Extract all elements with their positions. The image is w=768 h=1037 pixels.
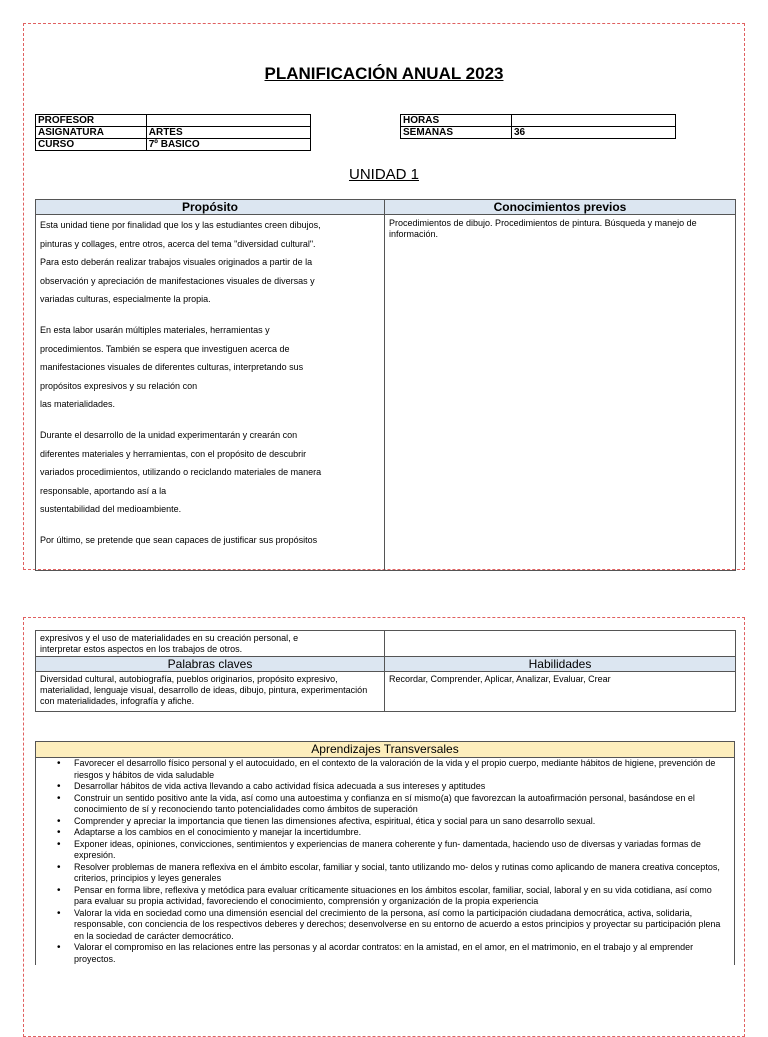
paragraph-gap bbox=[40, 309, 380, 321]
empty-cell bbox=[385, 631, 736, 657]
palabras-text: Diversidad cultural, autobiografía, pueblos originarios, propósito expresivo, materialidad, lenguaje visual, desarrollo de ideas, dibujo, pintura, experimentación con materialidades, infografía y afiche. bbox=[40, 674, 368, 706]
text-line: sustentabilidad del medioambiente. bbox=[40, 504, 182, 515]
text-line: manifestaciones visuales de diferentes culturas, interpretando sus bbox=[40, 362, 304, 373]
text-line: pinturas y collages, entre otros, acerca del tema "diversidad cultural". bbox=[40, 238, 316, 249]
info-label: ASIGNATURA bbox=[36, 127, 147, 139]
transversal-item: • Valorar el compromiso en las relaciones entre las personas y al acordar contratos: en la amistad, en el amor, en el matrimonio, en el trabajo y al emprender proyectos. bbox=[74, 942, 728, 965]
transversal-item: • Comprender y apreciar la importancia que tienen las dimensiones afectiva, espiritual, ética y social para un sano desarrollo sexual. bbox=[74, 816, 728, 828]
text-line: variadas culturas, especialmente la propia. bbox=[40, 294, 211, 305]
transversal-item: • Valorar la vida en sociedad como una dimensión esencial del crecimiento de la persona, así como la participación ciudadana democrática, activa, solidaria, responsable, con conciencia de los respectivos deberes y derechos; desenvolverse en su entorno de acuerdo a estos principios y proyectar su participación plena en la sociedad de carácter democrático. bbox=[74, 908, 728, 943]
text-line: variados procedimientos, utilizando o reciclando materiales de manera bbox=[40, 467, 322, 478]
habilidades-text: Recordar, Comprender, Aplicar, Analizar, Evaluar, Crear bbox=[389, 674, 611, 684]
teacher-info-table bbox=[35, 114, 311, 151]
info-label: PROFESOR bbox=[36, 115, 147, 127]
text-line: procedimientos. También se espera que investiguen acerca de bbox=[40, 343, 290, 354]
text-line: Durante el desarrollo de la unidad experimentarán y crearán con bbox=[40, 429, 298, 440]
text-line: Esta unidad tiene por finalidad que los y las estudiantes creen dibujos, bbox=[40, 220, 321, 230]
text-line: observación y apreciación de manifestaciones visuales de diversas y bbox=[40, 275, 315, 286]
info-row-semanas bbox=[401, 127, 676, 139]
info-label: SEMANAS bbox=[401, 127, 512, 139]
unit-table bbox=[35, 199, 736, 571]
text-line: responsable, aportando así a la bbox=[40, 485, 167, 496]
transversal-item: • Resolver problemas de manera reflexiva en el ámbito escolar, familiar y social, tanto utilizando mo- delos y rutinas como aplicando de manera creativa conceptos, criterios, principios y leyes generales bbox=[74, 862, 728, 885]
text-line: expresivos y el uso de materialidades en su creación personal, e bbox=[40, 633, 299, 643]
document-page-2 bbox=[23, 617, 745, 1037]
palabras-cell bbox=[36, 672, 385, 712]
info-label: HORAS bbox=[401, 115, 512, 127]
document-title: PLANIFICACIÓN ANUAL 2023 bbox=[264, 64, 504, 83]
text-line: En esta labor usarán múltiples materiales, herramientas y bbox=[40, 324, 270, 335]
info-row-profesor bbox=[36, 115, 311, 127]
transversales-list bbox=[36, 758, 734, 965]
proposito-text bbox=[37, 216, 383, 550]
proposito-continued-cell bbox=[36, 631, 385, 657]
schedule-info-table bbox=[400, 114, 676, 139]
transversal-item: • Construir un sentido positivo ante la vida, así como una autoestima y confianza en sí mismo(a) que favorezcan la autoafirmación personal, basándose en el conocimiento de sí y reconociendo tanto potencialidades como ámbitos de superación bbox=[74, 793, 728, 816]
info-row-curso bbox=[36, 139, 311, 151]
conocimientos-cell bbox=[385, 215, 736, 571]
palabras-header: Palabras claves bbox=[36, 657, 385, 672]
transversal-item: • Exponer ideas, opiniones, convicciones, sentimientos y experiencias de manera coherente y fun- damentada, haciendo uso de diversas y variadas formas de expresión. bbox=[74, 839, 728, 862]
paragraph-gap bbox=[40, 414, 380, 426]
info-value bbox=[146, 115, 310, 127]
info-value: 7º BASICO bbox=[146, 139, 310, 151]
conocimientos-header: Conocimientos previos bbox=[385, 200, 736, 215]
habilidades-cell bbox=[385, 672, 736, 712]
conocimientos-text: Procedimientos de dibujo. Procedimientos de pintura. Búsqueda y manejo de información. bbox=[389, 218, 697, 239]
text-line: Por último, se pretende que sean capaces de justificar sus propósitos bbox=[40, 534, 318, 545]
transversal-item: • Favorecer el desarrollo físico personal y el autocuidado, en el contexto de la valoración de la vida y el propio cuerpo, mediante hábitos de higiene, prevención de riesgos y hábitos de vida saludable bbox=[74, 758, 728, 781]
info-row-horas bbox=[401, 115, 676, 127]
transversales-header: Aprendizajes Transversales bbox=[36, 742, 734, 758]
transversal-item: • Adaptarse a los cambios en el conocimiento y manejar la incertidumbre. bbox=[74, 827, 728, 839]
info-label: CURSO bbox=[36, 139, 147, 151]
proposito-cell bbox=[36, 215, 385, 571]
transversal-item: • Pensar en forma libre, reflexiva y metódica para evaluar críticamente situaciones en los ámbitos escolar, familiar, social, laboral y en su vida cotidiana, así como para evaluar su propia actividad, favoreciendo el conocimiento, comprensión y organización de la propia experiencia bbox=[74, 885, 728, 908]
transversal-item: • Desarrollar hábitos de vida activa llevando a cabo actividad física adecuada a sus intereses y aptitudes bbox=[74, 781, 728, 793]
info-value: 36 bbox=[512, 127, 676, 139]
text-line: las materialidades. bbox=[40, 399, 116, 410]
proposito-header: Propósito bbox=[36, 200, 385, 215]
unit-table-continued bbox=[35, 630, 736, 712]
text-line: diferentes materiales y herramientas, con el propósito de descubrir bbox=[40, 448, 307, 459]
document-page-1 bbox=[23, 23, 745, 570]
paragraph-gap bbox=[40, 519, 380, 531]
proposito-continued-text bbox=[37, 632, 383, 655]
habilidades-header: Habilidades bbox=[385, 657, 736, 672]
unit-title: UNIDAD 1 bbox=[348, 166, 419, 183]
text-line: propósitos expresivos y su relación con bbox=[40, 380, 198, 391]
text-line: Para esto deberán realizar trabajos visuales originados a partir de la bbox=[40, 257, 313, 268]
info-row-asignatura bbox=[36, 127, 311, 139]
info-value: ARTES bbox=[146, 127, 310, 139]
info-value bbox=[512, 115, 676, 127]
text-line: interpretar estos aspectos en los trabajos de otros. bbox=[40, 644, 243, 654]
transversales-section bbox=[35, 741, 735, 965]
